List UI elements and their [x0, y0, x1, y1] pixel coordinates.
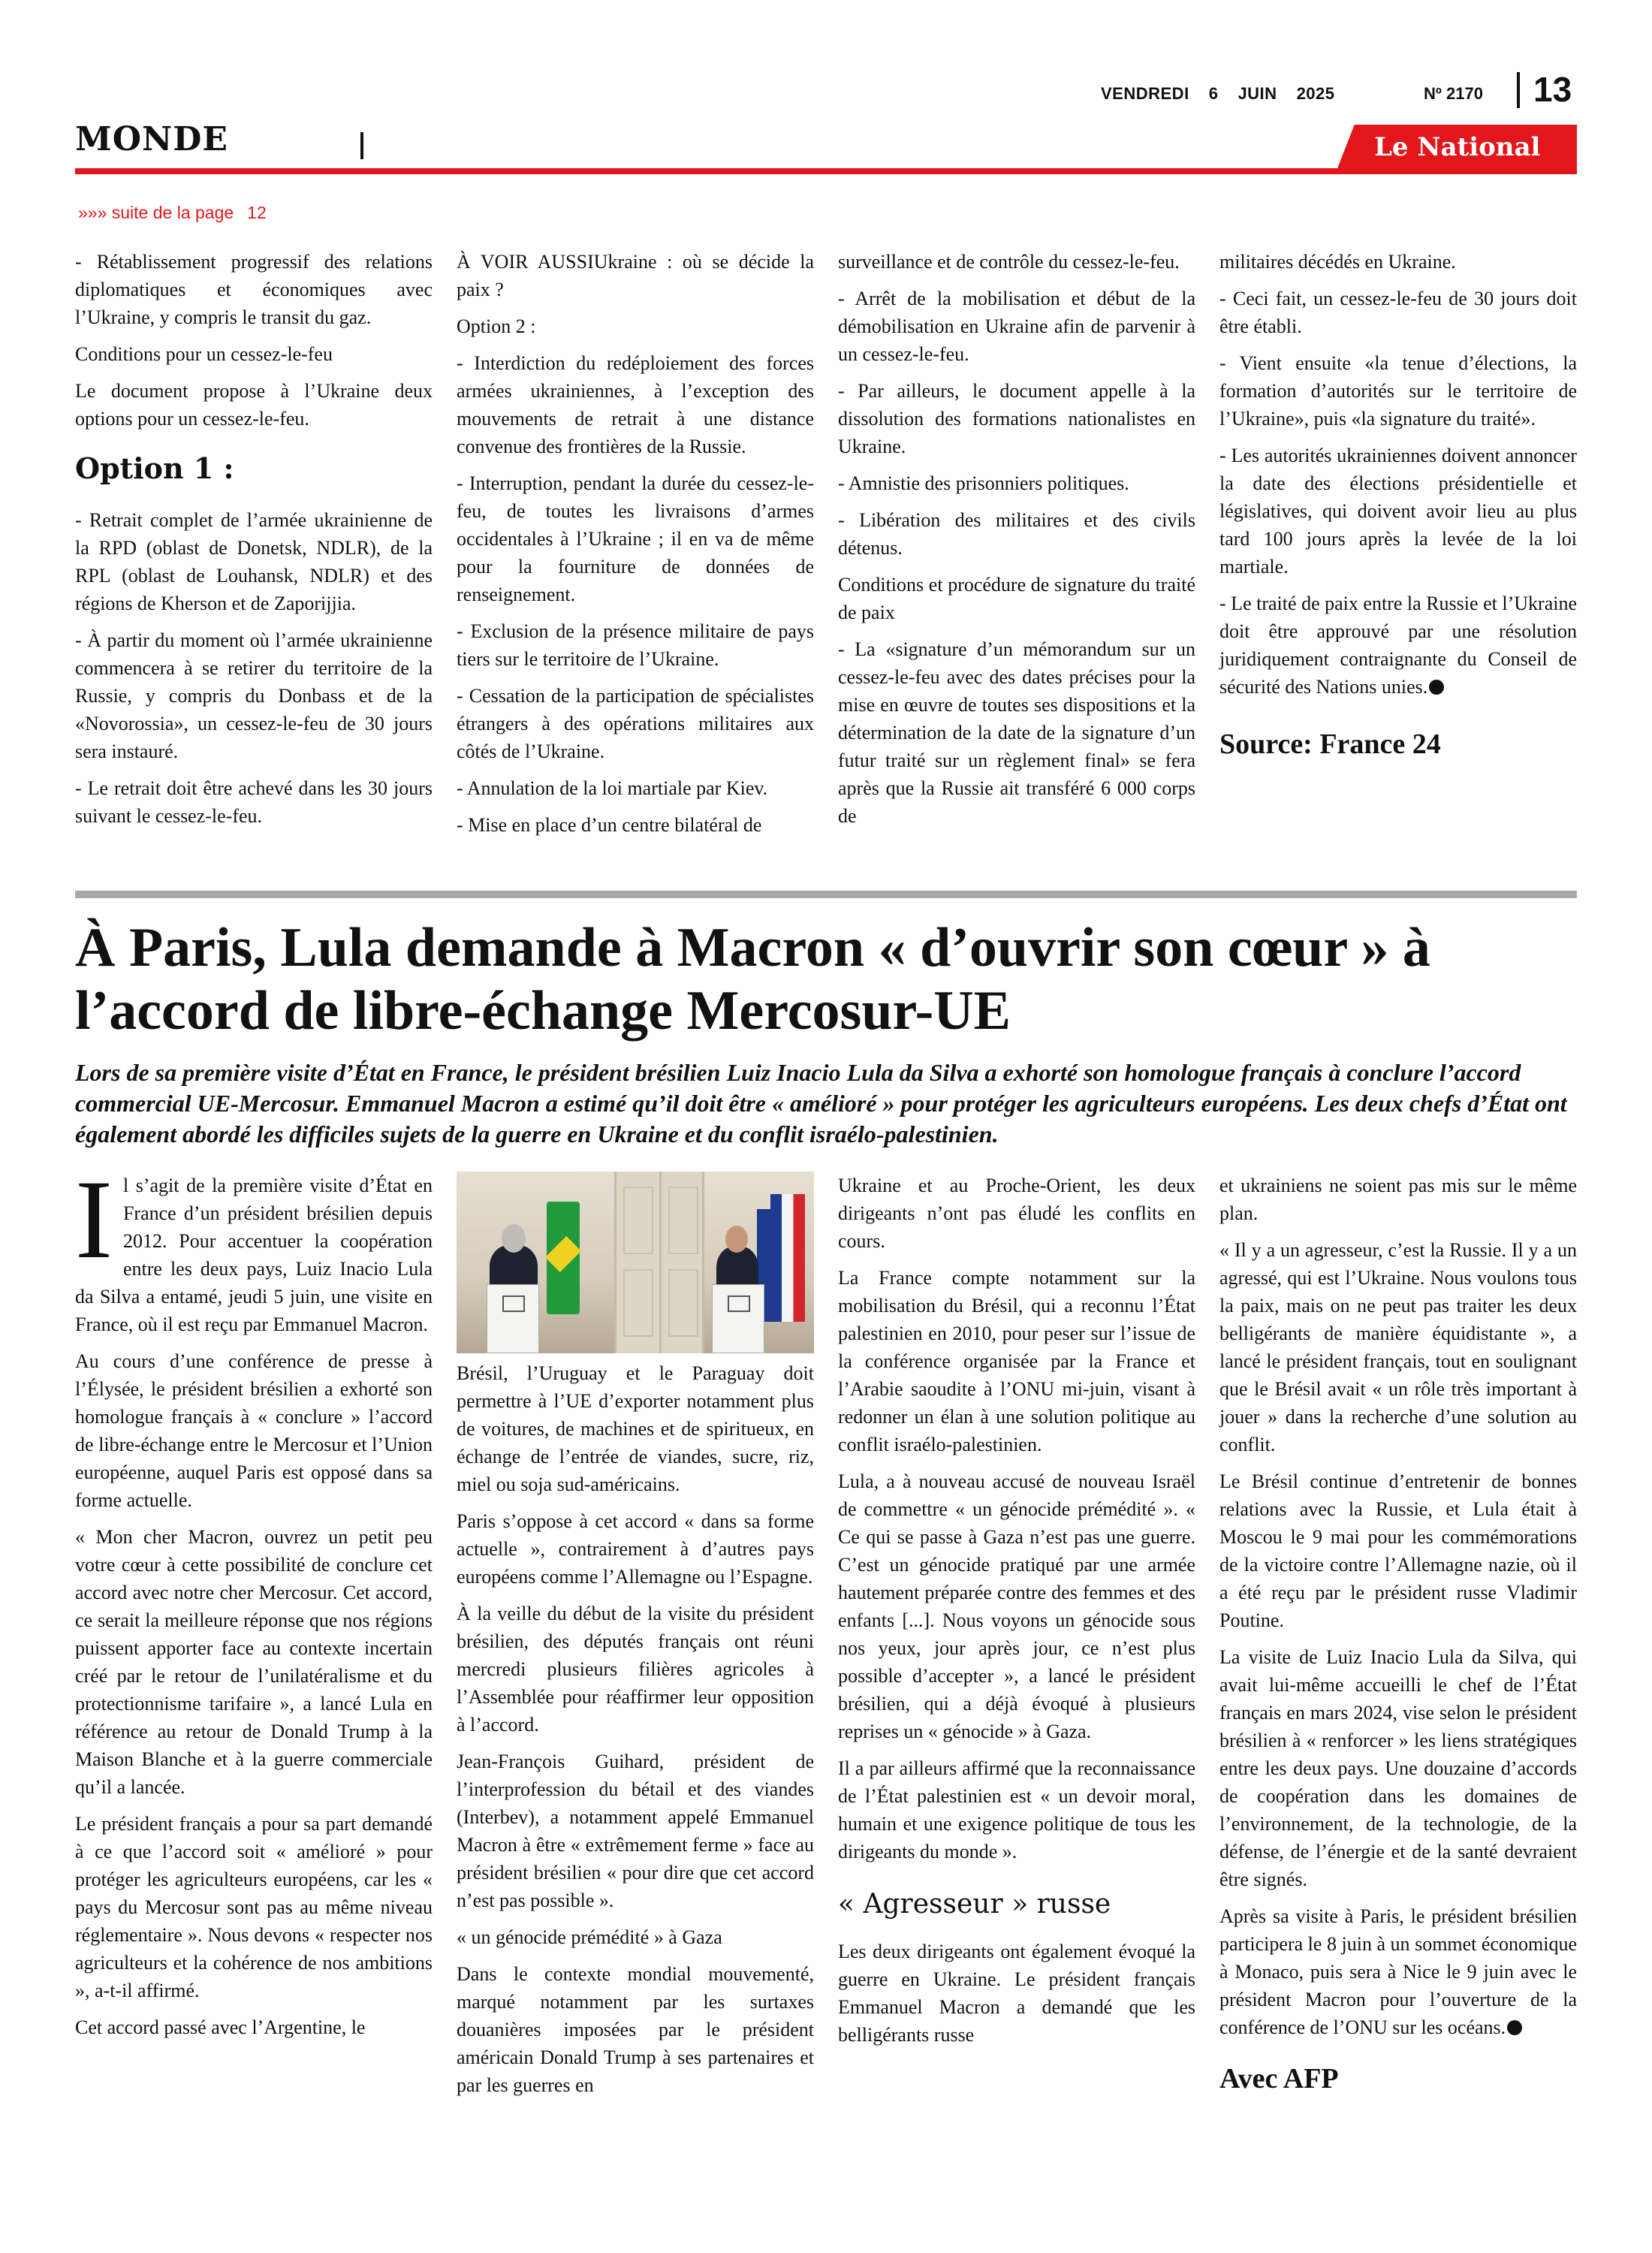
paragraph: Le président français a pour sa part demandé à ce que l’accord soit « amélioré » pour protéger les agriculteurs européens, car les « pays du Mercosur sont pas au même niveau réglementaire ». Nous devons « respecter nos agriculteurs et la cohérence de nos ambitions », a-t-il affirmé.: [75, 1813, 433, 2001]
france-flag-icon: [770, 1194, 805, 1322]
paragraph: Les deux dirigeants ont également évoqué la guerre en Ukraine. Le président français Emmanuel Macron a demandé que les belligérants russe: [838, 1941, 1195, 2046]
paragraph-final-text: Après sa visite à Paris, le président brésilien participera le 8 juin à un sommet économique à Monaco, puis sera à Nice le 9 juin avec le président Macron pour l’ouverture de la conférence de l’ONU sur les océans.: [1219, 1905, 1577, 2038]
paragraph: La visite de Luiz Inacio Lula da Silva, qui avait lui-même accueilli le chef de l’État français en mars 2024, vise selon le président brésilien à « renforcer » les liens stratégiques entre les deux pays. Une douzaine d’accords de coopération dans les domaines de l’environnement, de la technologie, de la défense, de l’énergie et de la santé devraient être signés.: [1219, 1646, 1577, 1890]
paragraph-final-text: - Le traité de paix entre la Russie et l’Ukraine doit être approuvé par une résolution juridiquement contraignante du Conseil de sécurité des Nations unies.: [1219, 593, 1577, 698]
paragraph: - Annulation de la loi martiale par Kiev.: [457, 777, 768, 799]
paragraph: Brésil, l’Uruguay et le Paraguay doit permettre à l’UE d’exporter notamment plus de voitures, de machines et de spiritueux, en échange de l’entrée de viandes, sucre, riz, miel ou soja sud-américains.: [457, 1362, 814, 1495]
paragraph: - Amnistie des prisonniers politiques.: [838, 472, 1129, 494]
header-divider: [1517, 72, 1520, 108]
paragraph: - Le retrait doit être achevé dans les 30 jours suivant le cessez-le-feu.: [75, 777, 433, 827]
paragraph: - Interruption, pendant la durée du cessez-le-feu, de toutes les livraisons d’armes occidentales à l’Ukraine ; il en va de même pour la fourniture de données de renseignement.: [457, 472, 814, 605]
article-source: Source: France 24: [1219, 728, 1441, 760]
paragraph: - Libération des militaires et des civils détenus.: [838, 509, 1195, 559]
paragraph: - À partir du moment où l’armée ukrainienne commencera à se retirer du territoire de la Russie, y compris du Donbass et de la «Novorossia», un cessez-le-feu de 30 jours sera instauré.: [75, 629, 433, 762]
paragraph: À VOIR AUSSIUkraine : où se décide la paix ?: [457, 251, 814, 300]
subheading: « Agresseur » russe: [838, 1889, 1111, 1920]
section-title: MONDE: [75, 120, 228, 158]
page-number: 13: [1533, 70, 1572, 109]
paragraph: Cet accord passé avec l’Argentine, le: [75, 2016, 366, 2038]
article-divider: [75, 891, 1577, 898]
article2-column-2: [457, 1359, 814, 2108]
paragraph: « Il y a un agresseur, c’est la Russie. Il y a un agressé, qui est l’Ukraine. Nous voulons tous la paix, mais on ne peut pas traiter les deux belligérants de manière équidistante », a lancé le président français, tout en soulignant que le Brésil avait « un rôle très important à jouer » dans la recherche d’une solution au conflit.: [1219, 1239, 1577, 1455]
paragraph: Conditions et procédure de signature du traité de paix: [838, 574, 1195, 623]
paragraph: Paris s’oppose à cet accord « dans sa forme actuelle », contrairement à d’autres pays européens comme l’Allemagne ou l’Espagne.: [457, 1510, 814, 1588]
issue-month: JUIN: [1237, 84, 1277, 103]
paragraph: Option 2 :: [457, 315, 536, 337]
paragraph: - Par ailleurs, le document appelle à la dissolution des formations nationalistes en Ukraine.: [838, 380, 1195, 457]
end-of-article-icon: [1507, 2020, 1522, 2035]
podium-left: [487, 1284, 539, 1353]
article2-column-4: [1219, 1172, 1577, 2093]
paragraph: « un génocide prémédité » à Gaza: [457, 1926, 722, 1948]
article1-column-1: [75, 248, 433, 839]
press-conference-photo: [457, 1172, 814, 1353]
issue-number: Nº 2170: [1424, 84, 1483, 103]
paragraph: - Retrait complet de l’armée ukrainienne de la RPD (oblast de Donetsk, NDLR), de la RPL (oblast de Louhansk, NDLR) et des régions de Kherson et de Zaporijjia.: [75, 509, 433, 614]
paragraph: - Ceci fait, un cessez-le-feu de 30 jours doit être établi.: [1219, 288, 1577, 337]
paragraph: Au cours d’une conférence de presse à l’Élysée, le président brésilien a exhorté son homologue français à « conclure » l’accord de libre-échange entre le Mercosur et l’Union européenne, auquel Paris est opposé dans sa forme actuelle.: [75, 1350, 433, 1511]
continued-from: [78, 203, 267, 223]
paragraph: - Vient ensuite «la tenue d’élections, la formation d’autorités sur le territoire de l’Ukraine», puis «la signature du traité».: [1219, 352, 1577, 430]
article-credit: Avec AFP: [1219, 2063, 1339, 2095]
paragraph: Le Brésil continue d’entretenir de bonnes relations avec la Russie, et Lula était à Moscou le 9 mai pour les commémorations de la victoire contre l’Allemagne nazie, où il a été reçu par le président russe Vladimir Poutine.: [1219, 1470, 1577, 1631]
article2-column-1: [75, 1157, 433, 2050]
paragraph: Dans le contexte mondial mouvementé, marqué notamment par les surtaxes douanières imposées par le président américain Donald Trump à ses partenaires et par les guerres en: [457, 1963, 814, 2096]
issue-date: [1101, 84, 1355, 104]
paragraph: militaires décédés en Ukraine.: [1219, 251, 1456, 273]
drop-cap: I: [75, 1157, 113, 1282]
header-rule: [75, 168, 1577, 174]
brazil-flag-icon: [547, 1202, 580, 1314]
article-headline: À Paris, Lula demande à Macron « d’ouvrir son cœur » à l’accord de libre-échange Mercosur-UE: [75, 917, 1430, 1042]
article1-column-4: [1219, 248, 1577, 759]
section-divider: [360, 132, 363, 159]
brand-name: Le National: [1374, 132, 1541, 162]
first-paragraph: [75, 1157, 433, 1338]
paragraph: Il a par ailleurs affirmé que la reconnaissance de l’État palestinien est « un devoir moral, humain et une exigence politique de tous les dirigeants du monde ».: [838, 1757, 1195, 1862]
paragraph: - Interdiction du redéploiement des forces armées ukrainiennes, à l’exception des mouvements de retrait à une distance convenue des frontières de la Russie.: [457, 352, 814, 457]
article1-column-3: [838, 248, 1195, 839]
article1-column-2: [457, 248, 814, 848]
article2-column-3: [838, 1172, 1195, 2058]
podium-right: [712, 1284, 764, 1353]
option1-heading: Option 1 :: [75, 451, 234, 485]
continued-label: »»» suite de la page: [78, 203, 234, 222]
paragraph: Le document propose à l’Ukraine deux options pour un cessez-le-feu.: [75, 380, 433, 430]
end-of-article-icon: [1429, 680, 1444, 695]
issue-day: VENDREDI: [1101, 84, 1189, 103]
paragraph: - Cessation de la participation de spécialistes étrangers à des opérations militaires aux côtés de l’Ukraine.: [457, 685, 814, 762]
paragraph-final: [1219, 1902, 1577, 2041]
paragraph: - Mise en place d’un centre bilatéral de: [457, 814, 762, 836]
paragraph: surveillance et de contrôle du cessez-le-feu.: [838, 251, 1180, 273]
continued-page: 12: [247, 203, 267, 222]
paragraph: - Rétablissement progressif des relations diplomatiques et économiques avec l’Ukraine, y compris le transit du gaz.: [75, 251, 433, 328]
paragraph: Lula, a à nouveau accusé de nouveau Israël de commettre « un génocide prémédité ». « Ce qui se passe à Gaza n’est pas une guerre. C’est un génocide pratiqué par une armée hautement préparée contre des femmes et des enfants [...]. Nous voyons un génocide sous nos yeux, jour après jour, ce n’est plus possible d’accepter », a lancé le président brésilien, qui a déjà évoqué à plusieurs reprises un « génocide » à Gaza.: [838, 1470, 1195, 1742]
paragraph: - Exclusion de la présence militaire de pays tiers sur le territoire de l’Ukraine.: [457, 620, 814, 670]
paragraph: À la veille du début de la visite du président brésilien, des députés français ont réuni mercredi plusieurs filières agricoles à l’Assemblée pour réaffirmer leur opposition à l’accord.: [457, 1603, 814, 1736]
article-lede: Lors de sa première visite d’État en France, le président brésilien Luiz Inacio Lula da Silva a exhorté son homologue français à conclure l’accord commercial UE-Mercosur. Emmanuel Macron a estimé qu’il doit être « amélioré » pour protéger les agriculteurs européens. Les deux chefs d’État ont également abordé les difficiles sujets de la guerre en Ukraine et du conflit israélo-palestinien.: [75, 1059, 1567, 1148]
paragraph: - Arrêt de la mobilisation et début de la démobilisation en Ukraine afin de parvenir à un cessez-le-feu.: [838, 288, 1195, 365]
issue-date-number: 6: [1208, 84, 1219, 103]
paragraph: - La «signature d’un mémorandum sur un cessez-le-feu avec des dates précises pour la mise en œuvre de toutes ses dispositions et la détermination de la date de la signature d’un futur traité sur un règlement final» se fera après que la Russie ait transféré 6 000 corps de: [838, 638, 1195, 827]
first-paragraph-text: l s’agit de la première visite d’État en France d’un président brésilien depuis 2012. Pour accentuer la coopération entre les deux pays, Luiz Inacio Lula da Silva a entamé, jeudi 5 juin, une visite en France, où il est reçu par Emmanuel Macron.: [75, 1175, 433, 1335]
paragraph: Jean-François Guihard, président de l’interprofession du bétail et des viandes (Interbev), a notamment appelé Emmanuel Macron à être « extrêmement ferme » face au président brésilien « pour dire que cet accord n’est pas possible ».: [457, 1751, 814, 1911]
paragraph: Conditions pour un cessez-le-feu: [75, 343, 333, 365]
paragraph: La France compte notamment sur la mobilisation du Brésil, qui a reconnu l’État palestinien en 2010, pour peser sur l’issue de la conférence organisée par la France et l’Arabie saoudite à l’ONU mi-juin, visant à redonner un élan à une solution politique au conflit israélo-palestinien.: [838, 1267, 1195, 1455]
paragraph: Ukraine et au Proche-Orient, les deux dirigeants n’ont pas éludé les conflits en cours.: [838, 1175, 1195, 1252]
paragraph-final: [1219, 590, 1577, 701]
paragraph: « Mon cher Macron, ouvrez un petit peu votre cœur à cette possibilité de conclure cet accord avec notre cher Mercosur. Cet accord, ce serait la meilleure réponse que nos régions puissent apporter face au contexte incertain créé par le retour de l’unilatéralisme et du protectionnisme tarifaire », a lancé Lula en référence au retour de Donald Trump à la Maison Blanche et à la guerre commerciale qu’il a lancée.: [75, 1526, 433, 1798]
paragraph: et ukrainiens ne soient pas mis sur le même plan.: [1219, 1175, 1577, 1224]
issue-year: 2025: [1296, 84, 1335, 103]
paragraph: - Les autorités ukrainiennes doivent annoncer la date des élections présidentielle et législatives, qui doivent avoir lieu au plus tard 100 jours après la levée de la loi martiale.: [1219, 445, 1577, 578]
